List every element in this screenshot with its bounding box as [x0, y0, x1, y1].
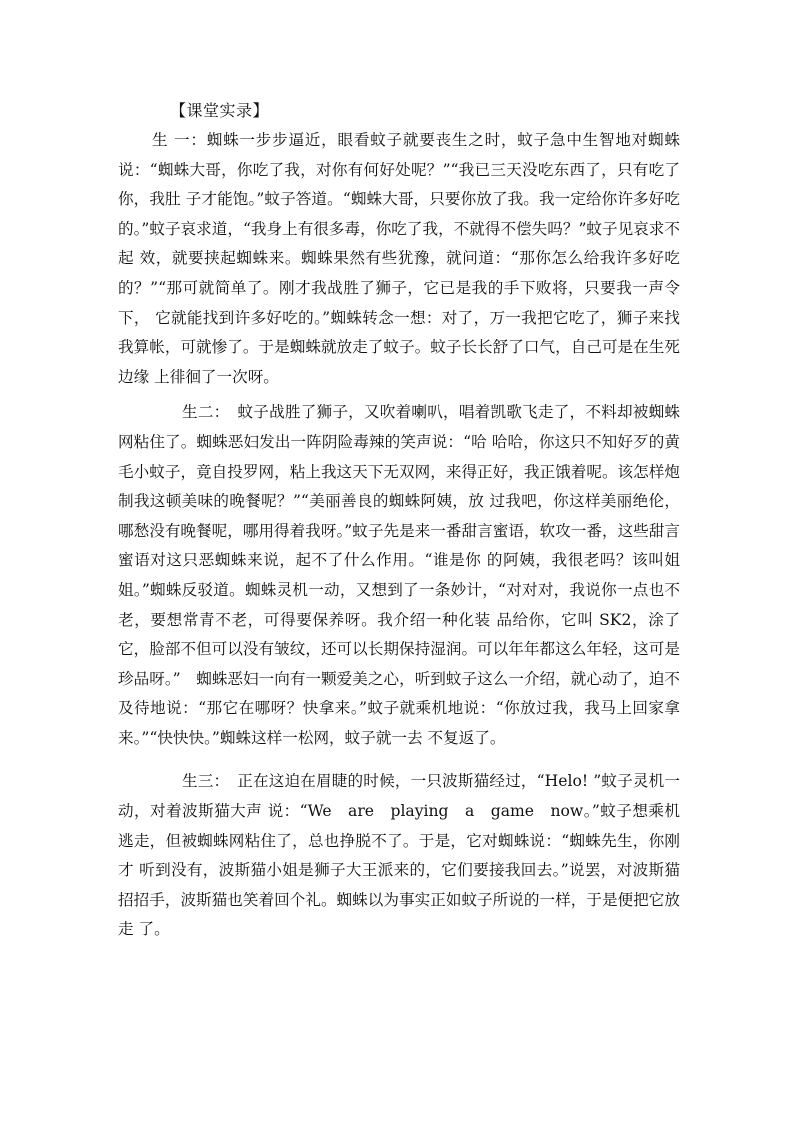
section-title: 【课堂实录】 [170, 101, 270, 120]
paragraph-student-one: 生 一：蜘蛛一步步逼近，眼看蚊子就要丧生之时，蚊子急中生智地对蜘蛛说：“蜘蛛大哥，你吃了我，对你有何好处呢？”“我已三天没吃东西了，只有吃了你，我肚 子才能饱。”蚊子答道。“蜘蛛大哥，只要你放了我。我一定给你许多好吃的。”蚊子哀求道，“我身上有很多毒，你吃了我，不就得不偿失吗？”蚊子见哀求不起 效，就要挟起蜘蛛来。蜘蛛果然有些犹豫，就问道：“那你怎么给我许多好吃的？”“那可就简单了。刚才我战胜了狮子，它已是我的手下败将，只要我一声令下， 它就能找到许多好吃的。”蜘蛛转念一想：对了，万一我把它吃了，狮子来找我算帐，可就惨了。于是蜘蛛就放走了蚊子。蚊子长长舒了口气，自己可是在生死边缘 上徘徊了一次呀。 [118, 131, 680, 386]
paragraph-student-three: 生三： 正在这迫在眉睫的时候，一只波斯猫经过，“Helo! ”蚊子灵机一动，对着波斯猫大声 说：“We are playing a game now。”蚊子想乘机逃走，但被蜘蛛网粘住了，总也挣脱不了。于是，它对蜘蛛说：“蜘蛛先生，你刚才 听到没有，波斯猫小姐是狮子大王派来的，它们要接我回去。”说罢，对波斯猫招招手，波斯猫也笑着回个礼。蜘蛛以为事实正如蚊子所说的一样，于是便把它放走 了。 [118, 772, 680, 939]
document-body [118, 96, 680, 945]
paragraph-student-two: 生二： 蚊子战胜了狮子，又吹着喇叭，唱着凯歌飞走了，不料却被蜘蛛网粘住了。蜘蛛恶妇发出一阵阴险毒辣的笑声说：“哈 哈哈，你这只不知好歹的黄毛小蚊子，竟自投罗网，粘上我这天下无双网，来得正好，我正饿着呢。该怎样炮制我这顿美味的晚餐呢？”“美丽善良的蜘蛛阿姨，放 过我吧，你这样美丽绝伦，哪愁没有晚餐呢，哪用得着我呀。”蚊子先是来一番甜言蜜语，软攻一番，这些甜言蜜语对这只恶蜘蛛来说，起不了什么作用。“谁是你 的阿姨，我很老吗？该叫姐姐。”蜘蛛反驳道。蜘蛛灵机一动，又想到了一条妙计，“对对对，我说你一点也不老，要想常青不老，可得要保养呀。我介绍一种化装 品给你，它叫 SK2，涂了它，脸部不但可以没有皱纹，还可以长期保持湿润。可以年年都这么年轻，这可是珍品呀。” 蜘蛛恶妇一向有一颗爱美之心，听到蚊子这么一介绍，就心动了，迫不及待地说：“那它在哪呀？快拿来。”蚊子就乘机地说：“你放过我，我马上回家拿来。”“快快快。”蜘蛛这样一松网，蚊子就一去 不复返了。 [118, 403, 680, 747]
